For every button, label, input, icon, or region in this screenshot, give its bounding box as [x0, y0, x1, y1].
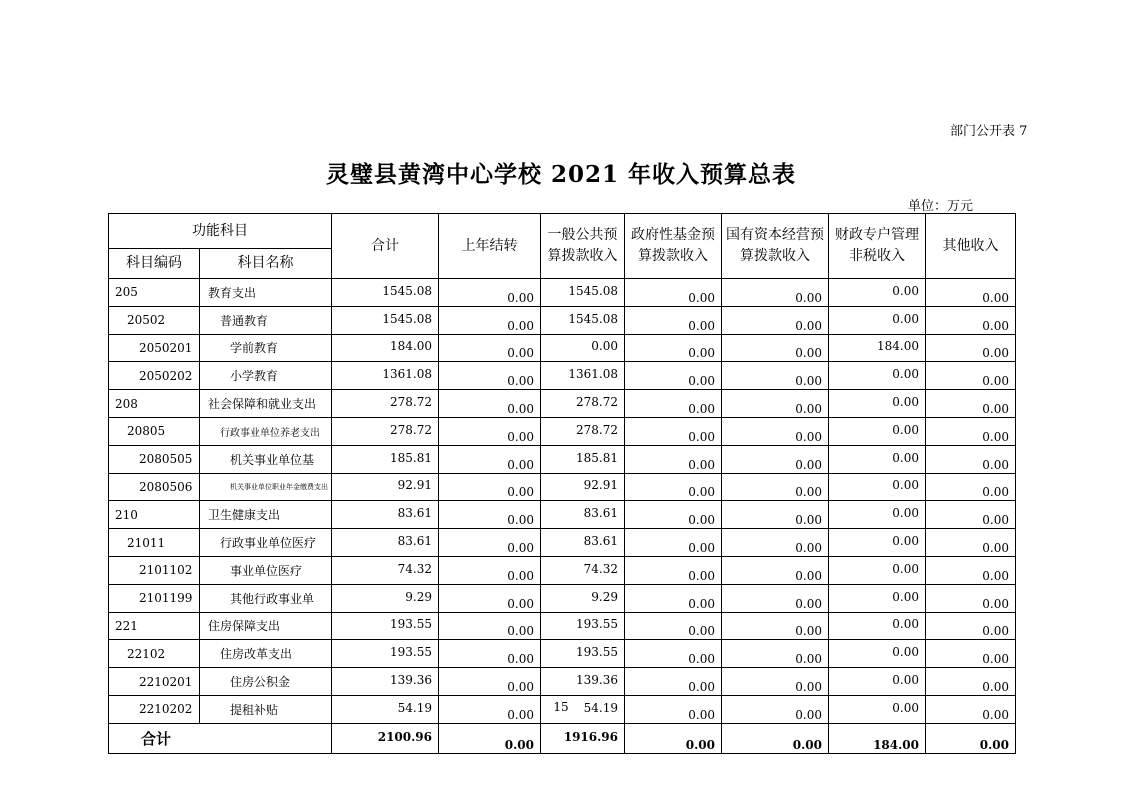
row-special: 0.00 — [829, 473, 926, 501]
row-general: 92.91 — [541, 473, 625, 501]
subject-name: 教育支出 — [200, 279, 332, 307]
subject-code: 2080505 — [109, 445, 200, 473]
subject-name: 住房改革支出 — [200, 640, 332, 668]
table-row — [109, 668, 1016, 696]
header-gov-fund: 政府性基金预算拨款收入 — [625, 214, 722, 279]
row-special: 0.00 — [829, 279, 926, 307]
subject-code: 210 — [109, 501, 200, 529]
subject-name: 提租补贴 — [200, 695, 332, 723]
subject-code: 2210202 — [109, 695, 200, 723]
header-total: 合计 — [332, 214, 439, 279]
row-total: 185.81 — [332, 445, 439, 473]
row-total: 74.32 — [332, 556, 439, 584]
row-capital: 0.00 — [722, 417, 829, 445]
row-carry: 0.00 — [439, 362, 541, 390]
table-row — [109, 640, 1016, 668]
row-carry: 0.00 — [439, 668, 541, 696]
row-other: 0.00 — [926, 529, 1016, 557]
row-carry: 0.00 — [439, 390, 541, 418]
row-fund: 0.00 — [625, 473, 722, 501]
row-special: 0.00 — [829, 584, 926, 612]
row-capital: 0.00 — [722, 362, 829, 390]
row-carry: 0.00 — [439, 584, 541, 612]
row-capital: 0.00 — [722, 695, 829, 723]
row-capital: 0.00 — [722, 584, 829, 612]
row-special: 0.00 — [829, 390, 926, 418]
row-fund: 0.00 — [625, 362, 722, 390]
total-row — [109, 723, 1016, 753]
row-general: 9.29 — [541, 584, 625, 612]
row-total: 83.61 — [332, 501, 439, 529]
row-other: 0.00 — [926, 445, 1016, 473]
subject-name: 住房公积金 — [200, 668, 332, 696]
row-general: 139.36 — [541, 668, 625, 696]
row-other: 0.00 — [926, 473, 1016, 501]
row-capital: 0.00 — [722, 529, 829, 557]
row-other: 0.00 — [926, 279, 1016, 307]
row-carry: 0.00 — [439, 529, 541, 557]
subject-name: 学前教育 — [200, 334, 332, 362]
row-fund: 0.00 — [625, 501, 722, 529]
total-general: 1916.96 — [541, 723, 625, 753]
row-total: 1545.08 — [332, 306, 439, 334]
table-row — [109, 306, 1016, 334]
subject-name: 小学教育 — [200, 362, 332, 390]
row-capital: 0.00 — [722, 445, 829, 473]
row-special: 184.00 — [829, 334, 926, 362]
row-fund: 0.00 — [625, 584, 722, 612]
total-special: 184.00 — [829, 723, 926, 753]
table-row — [109, 390, 1016, 418]
row-fund: 0.00 — [625, 556, 722, 584]
row-carry: 0.00 — [439, 556, 541, 584]
total-fund: 0.00 — [625, 723, 722, 753]
subject-code: 2101102 — [109, 556, 200, 584]
subject-code: 20805 — [109, 417, 200, 445]
table-row — [109, 473, 1016, 501]
subject-name: 住房保障支出 — [200, 612, 332, 640]
row-total: 278.72 — [332, 390, 439, 418]
header-general-budget: 一般公共预算拨款收入 — [541, 214, 625, 279]
row-fund: 0.00 — [625, 668, 722, 696]
row-fund: 0.00 — [625, 640, 722, 668]
row-special: 0.00 — [829, 362, 926, 390]
row-fund: 0.00 — [625, 612, 722, 640]
row-fund: 0.00 — [625, 279, 722, 307]
header-subject-name: 科目名称 — [200, 249, 332, 279]
row-other: 0.00 — [926, 501, 1016, 529]
row-capital: 0.00 — [722, 473, 829, 501]
table-row — [109, 612, 1016, 640]
row-total: 1545.08 — [332, 279, 439, 307]
row-total: 9.29 — [332, 584, 439, 612]
row-special: 0.00 — [829, 695, 926, 723]
page-title: 灵璧县黄湾中心学校 2021 年收入预算总表 — [325, 161, 797, 188]
row-general: 83.61 — [541, 529, 625, 557]
subject-code: 208 — [109, 390, 200, 418]
row-fund: 0.00 — [625, 529, 722, 557]
table-row — [109, 501, 1016, 529]
row-carry: 0.00 — [439, 279, 541, 307]
row-total: 184.00 — [332, 334, 439, 362]
header-last-year-carryover: 上年结转 — [439, 214, 541, 279]
subject-code: 2080506 — [109, 473, 200, 501]
subject-code: 205 — [109, 279, 200, 307]
row-fund: 0.00 — [625, 306, 722, 334]
row-capital: 0.00 — [722, 668, 829, 696]
table-row — [109, 417, 1016, 445]
row-special: 0.00 — [829, 501, 926, 529]
subject-name: 其他行政事业单 — [200, 584, 332, 612]
row-general: 278.72 — [541, 417, 625, 445]
row-general: 1361.08 — [541, 362, 625, 390]
subject-code: 20502 — [109, 306, 200, 334]
row-general: 74.32 — [541, 556, 625, 584]
header-function-subject: 功能科目 — [109, 214, 332, 249]
row-other: 0.00 — [926, 584, 1016, 612]
row-other: 0.00 — [926, 640, 1016, 668]
row-fund: 0.00 — [625, 445, 722, 473]
header-other-income: 其他收入 — [926, 214, 1016, 279]
row-total: 92.91 — [332, 473, 439, 501]
subject-name: 行政事业单位医疗 — [200, 529, 332, 557]
row-other: 0.00 — [926, 306, 1016, 334]
subject-code: 22102 — [109, 640, 200, 668]
header-special-fiscal: 财政专户管理非税收入 — [829, 214, 926, 279]
row-general: 1545.08 — [541, 306, 625, 334]
row-other: 0.00 — [926, 695, 1016, 723]
row-fund: 0.00 — [625, 334, 722, 362]
row-capital: 0.00 — [722, 501, 829, 529]
row-special: 0.00 — [829, 612, 926, 640]
row-fund: 0.00 — [625, 417, 722, 445]
header-subject-code: 科目编码 — [109, 249, 200, 279]
table-row — [109, 445, 1016, 473]
header-state-capital: 国有资本经营预算拨款收入 — [722, 214, 829, 279]
row-other: 0.00 — [926, 556, 1016, 584]
row-general: 193.55 — [541, 640, 625, 668]
row-special: 0.00 — [829, 417, 926, 445]
subject-code: 221 — [109, 612, 200, 640]
row-capital: 0.00 — [722, 612, 829, 640]
page-number: 15 — [553, 700, 569, 714]
row-fund: 0.00 — [625, 695, 722, 723]
row-total: 54.19 — [332, 695, 439, 723]
total-other: 0.00 — [926, 723, 1016, 753]
row-special: 0.00 — [829, 668, 926, 696]
row-general: 193.55 — [541, 612, 625, 640]
row-general: 83.61 — [541, 501, 625, 529]
row-other: 0.00 — [926, 334, 1016, 362]
subject-name: 行政事业单位养老支出 — [200, 417, 332, 445]
row-carry: 0.00 — [439, 417, 541, 445]
table-row — [109, 529, 1016, 557]
row-carry: 0.00 — [439, 612, 541, 640]
row-capital: 0.00 — [722, 390, 829, 418]
row-fund: 0.00 — [625, 390, 722, 418]
row-capital: 0.00 — [722, 306, 829, 334]
budget-table — [108, 213, 1016, 754]
subject-name: 事业单位医疗 — [200, 556, 332, 584]
total-carry: 0.00 — [439, 723, 541, 753]
row-general: 0.00 — [541, 334, 625, 362]
row-total: 1361.08 — [332, 362, 439, 390]
row-general: 185.81 — [541, 445, 625, 473]
row-capital: 0.00 — [722, 640, 829, 668]
row-total: 83.61 — [332, 529, 439, 557]
row-special: 0.00 — [829, 306, 926, 334]
row-capital: 0.00 — [722, 556, 829, 584]
row-carry: 0.00 — [439, 334, 541, 362]
row-other: 0.00 — [926, 362, 1016, 390]
total-label: 合计 — [109, 723, 332, 753]
row-carry: 0.00 — [439, 695, 541, 723]
row-other: 0.00 — [926, 417, 1016, 445]
table-row — [109, 362, 1016, 390]
subject-code: 2101199 — [109, 584, 200, 612]
subject-name: 机关事业单位职业年金缴费支出 — [200, 473, 332, 501]
subject-code: 2210201 — [109, 668, 200, 696]
row-general: 278.72 — [541, 390, 625, 418]
row-other: 0.00 — [926, 668, 1016, 696]
row-special: 0.00 — [829, 445, 926, 473]
subject-code: 2050202 — [109, 362, 200, 390]
row-general: 1545.08 — [541, 279, 625, 307]
table-row — [109, 279, 1016, 307]
subject-code: 2050201 — [109, 334, 200, 362]
row-total: 193.55 — [332, 612, 439, 640]
unit-label: 单位：万元 — [908, 199, 974, 214]
row-carry: 0.00 — [439, 640, 541, 668]
row-total: 139.36 — [332, 668, 439, 696]
row-special: 0.00 — [829, 640, 926, 668]
subject-code: 21011 — [109, 529, 200, 557]
subject-name: 社会保障和就业支出 — [200, 390, 332, 418]
total-capital: 0.00 — [722, 723, 829, 753]
total-sum: 2100.96 — [332, 723, 439, 753]
subject-name: 卫生健康支出 — [200, 501, 332, 529]
row-special: 0.00 — [829, 529, 926, 557]
row-total: 278.72 — [332, 417, 439, 445]
form-number: 部门公开表 7 — [950, 124, 1028, 139]
row-carry: 0.00 — [439, 473, 541, 501]
row-capital: 0.00 — [722, 334, 829, 362]
subject-name: 普通教育 — [200, 306, 332, 334]
row-carry: 0.00 — [439, 306, 541, 334]
row-general: 54.19 — [541, 695, 625, 723]
subject-name: 机关事业单位基 — [200, 445, 332, 473]
row-carry: 0.00 — [439, 501, 541, 529]
table-row — [109, 584, 1016, 612]
table-row — [109, 556, 1016, 584]
row-capital: 0.00 — [722, 279, 829, 307]
row-other: 0.00 — [926, 390, 1016, 418]
table-row — [109, 334, 1016, 362]
row-other: 0.00 — [926, 612, 1016, 640]
row-special: 0.00 — [829, 556, 926, 584]
row-total: 193.55 — [332, 640, 439, 668]
row-carry: 0.00 — [439, 445, 541, 473]
